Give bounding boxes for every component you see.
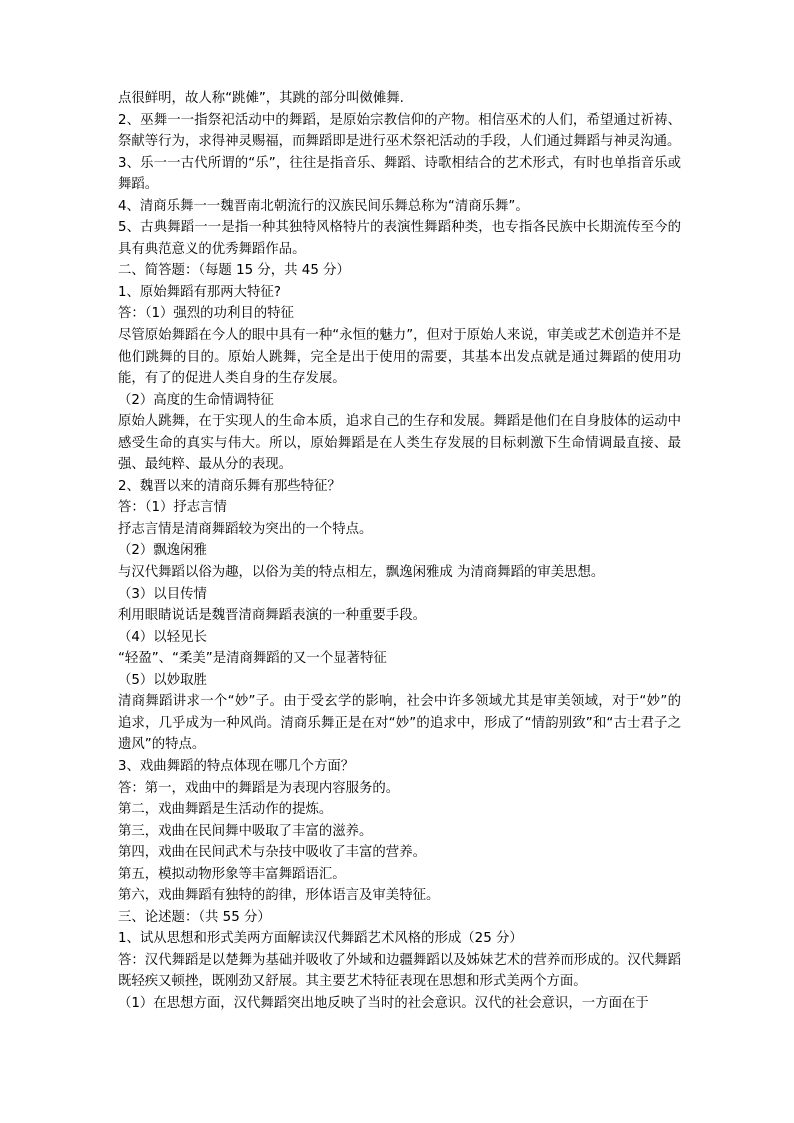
text-line: 4、清商乐舞一一魏晋南北朝流行的汉族民间乐舞总称为“清商乐舞”。	[118, 198, 529, 214]
text-line: （5）以妙取胜	[118, 672, 207, 688]
text-line: （2）高度的生命情调特征	[118, 392, 274, 408]
text-line: “轻盈”、“柔美”是清商舞蹈的又一个显著特征	[118, 651, 387, 667]
text-line: 与汉代舞蹈以俗为趣，以俗为美的特点相左，飘逸闲雅成 为清商舞蹈的审美思想。	[118, 565, 605, 581]
text-line: 2、巫舞一一指祭祀活动中的舞蹈，是原始宗教信仰的产物。相信巫术的人们，希望通过祈祷、祭献等行为，求得神灵赐福，而舞蹈即是进行巫术祭祀活动的手段，人们通过舞蹈与神灵沟通。	[118, 112, 681, 150]
text-line: 第二，戏曲舞蹈是生活动作的提炼。	[118, 802, 333, 818]
answer-line: 答：（1）抒志言情	[118, 500, 227, 516]
text-line: （4）以轻见长	[118, 629, 207, 645]
question: 1、试从思想和形式美两方面解读汉代舞蹈艺术风格的形成（25 分）	[118, 931, 523, 947]
text-line: 点很鲜明，故人称“跳傩”，其跳的部分叫傚傩舞.	[118, 91, 404, 106]
text-line: 3、乐一一古代所谓的“乐”，往往是指音乐、舞蹈、诗歌相结合的艺术形式，有时也单指音乐或舞蹈。	[118, 155, 681, 193]
text-line: （3）以目传情	[118, 586, 207, 602]
question: 3、戏曲舞蹈的特点体现在哪几个方面？	[118, 758, 355, 774]
answer-line: 答：第一，戏曲中的舞蹈是为表现内容服务的。	[118, 780, 400, 796]
text-line: 尽管原始舞蹈在今人的眼中具有一种“永恒的魅力”，但对于原始人来说，审美或艺术创造并不是他们跳舞的目的。原始人跳舞，完全是出于使用的需要，其基本出发点就是通过舞蹈的使用功能，有了的促进人类自身的生存发展。	[118, 328, 681, 387]
text-line: （2）飘逸闲雅	[118, 543, 207, 559]
question: 2、魏晋以来的清商乐舞有那些特征？	[118, 478, 341, 494]
text-line: 第四，戏曲在民间武术与杂技中吸收了丰富的营养。	[118, 845, 426, 861]
section-heading: 三、论述题：（共 55 分）	[118, 909, 271, 925]
text-line: 抒志言情是清商舞蹈较为突出的一个特点。	[118, 521, 373, 537]
text-line: 5、古典舞蹈一一是指一种其独特风格特片的表演性舞蹈种类，也专指各民族中长期流传至今的具有典范意义的优秀舞蹈作品。	[118, 220, 681, 257]
text-line: 第三，戏曲在民间舞中吸取了丰富的滋养。	[118, 823, 373, 839]
text-line: 第五，模拟动物形象等丰富舞蹈语汇。	[118, 866, 346, 882]
text-line: 清商舞蹈讲求一个“妙”子。由于受玄学的影响，社会中许多领域尤其是审美领域，对于“妙”的追求，几乎成为一种风尚。清商乐舞正是在对“妙”的追求中，形成了“情韵别致”和“古士君子之遗风”的特点。	[118, 694, 681, 753]
section-heading: 二、简答题：（每题 15 分，共 45 分）	[118, 263, 350, 279]
question: 1、原始舞蹈有那两大特征?	[118, 284, 281, 300]
text-line: 原始人跳舞，在于实现人的生命本质，追求自己的生存和发展。舞蹈是他们在自身肢体的运动中感受生命的真实与伟大。所以，原始舞蹈是在人类生存发展的目标刺激下生命情调最直接、最强、最纯粹、最从分的表现。	[118, 414, 681, 473]
text-line: （1）在思想方面，汉代舞蹈突出地反映了当时的社会意识。汉代的社会意识，一方面在于	[118, 995, 649, 1011]
text-line: 第六，戏曲舞蹈有独特的韵律，形体语言及审美特征。	[118, 888, 440, 904]
document-page	[118, 88, 681, 1015]
text-line: 利用眼睛说话是魏晋清商舞蹈表演的一种重要手段。	[118, 608, 426, 624]
answer-line: 答：（1）强烈的功利目的特征	[118, 306, 294, 322]
answer-line: 答：汉代舞蹈是以楚舞为基础并吸收了外域和边疆舞蹈以及姊妹艺术的营养而形成的。汉代舞蹈既轻疾又顿挫，既刚劲又舒展。其主要艺术特征表现在思想和形式美两个方面。	[118, 952, 681, 990]
